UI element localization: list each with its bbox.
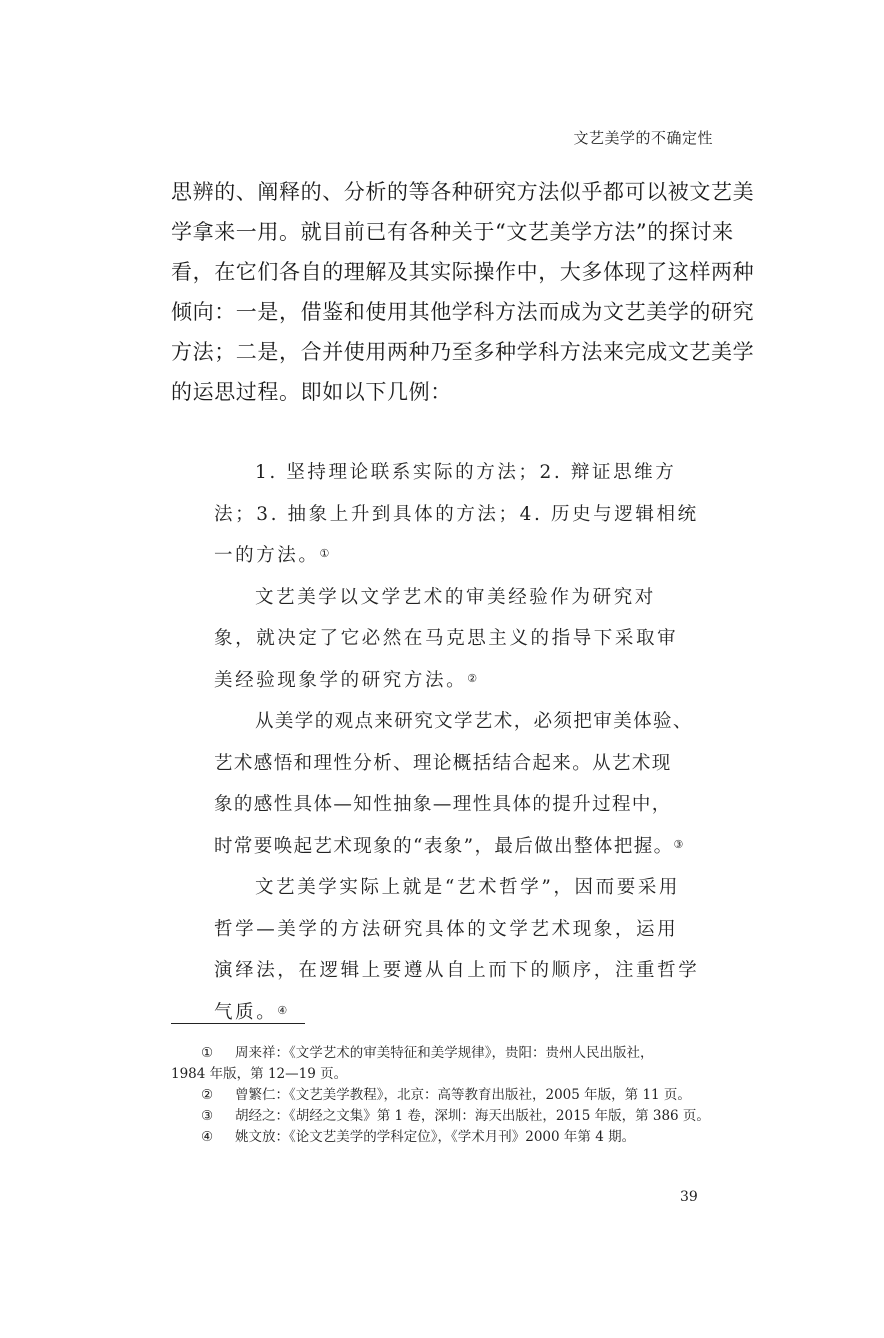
quote-line-text: 美经验现象学的研究方法。 xyxy=(214,669,468,691)
footnote-1 xyxy=(171,1043,716,1085)
body-paragraph xyxy=(171,172,755,412)
quotation-3 xyxy=(214,701,693,867)
footnote-mark: ④ xyxy=(201,1129,214,1145)
quote-line: 象的感性具体—知性抽象—理性具体的提升过程中， xyxy=(214,794,672,815)
quote-line xyxy=(214,660,674,702)
body-line: 思辨的、阐释的、分析的等各种研究方法似乎都可以被文艺美 xyxy=(171,180,755,204)
footnote-text: 姚文放：《论文艺美学的学科定位》，《学术月刊》2000 年第 4 期。 xyxy=(235,1129,636,1145)
quote-line: 象，就决定了它必然在马克思主义的指导下采取审 xyxy=(214,628,679,649)
footnote-3 xyxy=(171,1106,716,1127)
footnote-ref-1[interactable]: ① xyxy=(319,547,330,560)
quote-line xyxy=(214,535,674,577)
quote-line xyxy=(214,826,684,868)
footnote-4 xyxy=(171,1127,716,1148)
footnote-mark: ② xyxy=(201,1087,214,1103)
footnote-ref-3[interactable]: ③ xyxy=(673,837,684,851)
quote-line: 文艺美学以文学艺术的审美经验作为研究对 xyxy=(255,586,656,608)
footnote-ref-4[interactable]: ④ xyxy=(277,1003,288,1017)
footnote-mark: ① xyxy=(201,1045,214,1061)
footnotes xyxy=(171,1043,716,1148)
footnote-ref-2[interactable]: ② xyxy=(467,671,478,685)
page-number: 39 xyxy=(680,1189,698,1205)
quote-line: 从美学的观点来研究文学艺术，必须把审美体验、 xyxy=(255,711,693,732)
body-line: 的运思过程。即如以下几例： xyxy=(171,380,452,404)
quote-line: 1. 坚持理论联系实际的方法；2. 辩证思维方 xyxy=(255,462,677,483)
quotation-4 xyxy=(214,867,700,1033)
quote-line: 法；3. 抽象上升到具体的方法；4. 历史与逻辑相统 xyxy=(214,503,699,525)
quote-line-text: 一的方法。 xyxy=(214,545,320,566)
footnote-text: 曾繁仁：《文艺美学教程》，北京：高等教育出版社，2005 年版，第 11 页。 xyxy=(235,1087,691,1103)
quote-line-text: 时常要唤起艺术现象的“表象”，最后做出整体把握。 xyxy=(214,835,674,857)
footnote-continuation: 1984 年版，第 12—19 页。 xyxy=(171,1066,348,1082)
quote-line: 演绎法，在逻辑上要遵从自上而下的顺序，注重哲学 xyxy=(214,960,700,981)
quote-line: 文艺美学实际上就是“艺术哲学”，因而要采用 xyxy=(255,877,681,898)
footnote-mark: ③ xyxy=(201,1108,214,1124)
block-quotations xyxy=(214,452,700,1033)
footnote-text: 周来祥：《文学艺术的审美特征和美学规律》，贵阳：贵州人民出版社， xyxy=(235,1045,654,1061)
body-line: 学拿来一用。就目前已有各种关于“文艺美学方法”的探讨来 xyxy=(171,220,734,244)
footnote-text: 胡经之：《胡经之文集》第 1 卷，深圳：海天出版社，2015 年版，第 386 页。 xyxy=(235,1108,710,1124)
quote-line xyxy=(214,992,674,1034)
quote-line: 哲学—美学的方法研究具体的文学艺术现象，运用 xyxy=(214,918,679,940)
quote-line: 艺术感悟和理性分析、理论概括结合起来。从艺术现 xyxy=(214,752,672,774)
body-line: 倾向：一是，借鉴和使用其他学科方法而成为文艺美学的研究 xyxy=(171,300,755,324)
quotation-1 xyxy=(214,452,699,577)
body-line: 方法；二是，合并使用两种乃至多种学科方法来完成文艺美学 xyxy=(171,340,755,364)
footnote-divider xyxy=(171,1023,305,1024)
quotation-2 xyxy=(214,577,679,702)
footnote-2 xyxy=(171,1085,716,1106)
body-line: 看，在它们各自的理解及其实际操作中，大多体现了这样两种 xyxy=(171,260,755,284)
quote-line-text: 气质。 xyxy=(214,1001,278,1023)
running-header: 文艺美学的不确定性 xyxy=(573,129,713,147)
